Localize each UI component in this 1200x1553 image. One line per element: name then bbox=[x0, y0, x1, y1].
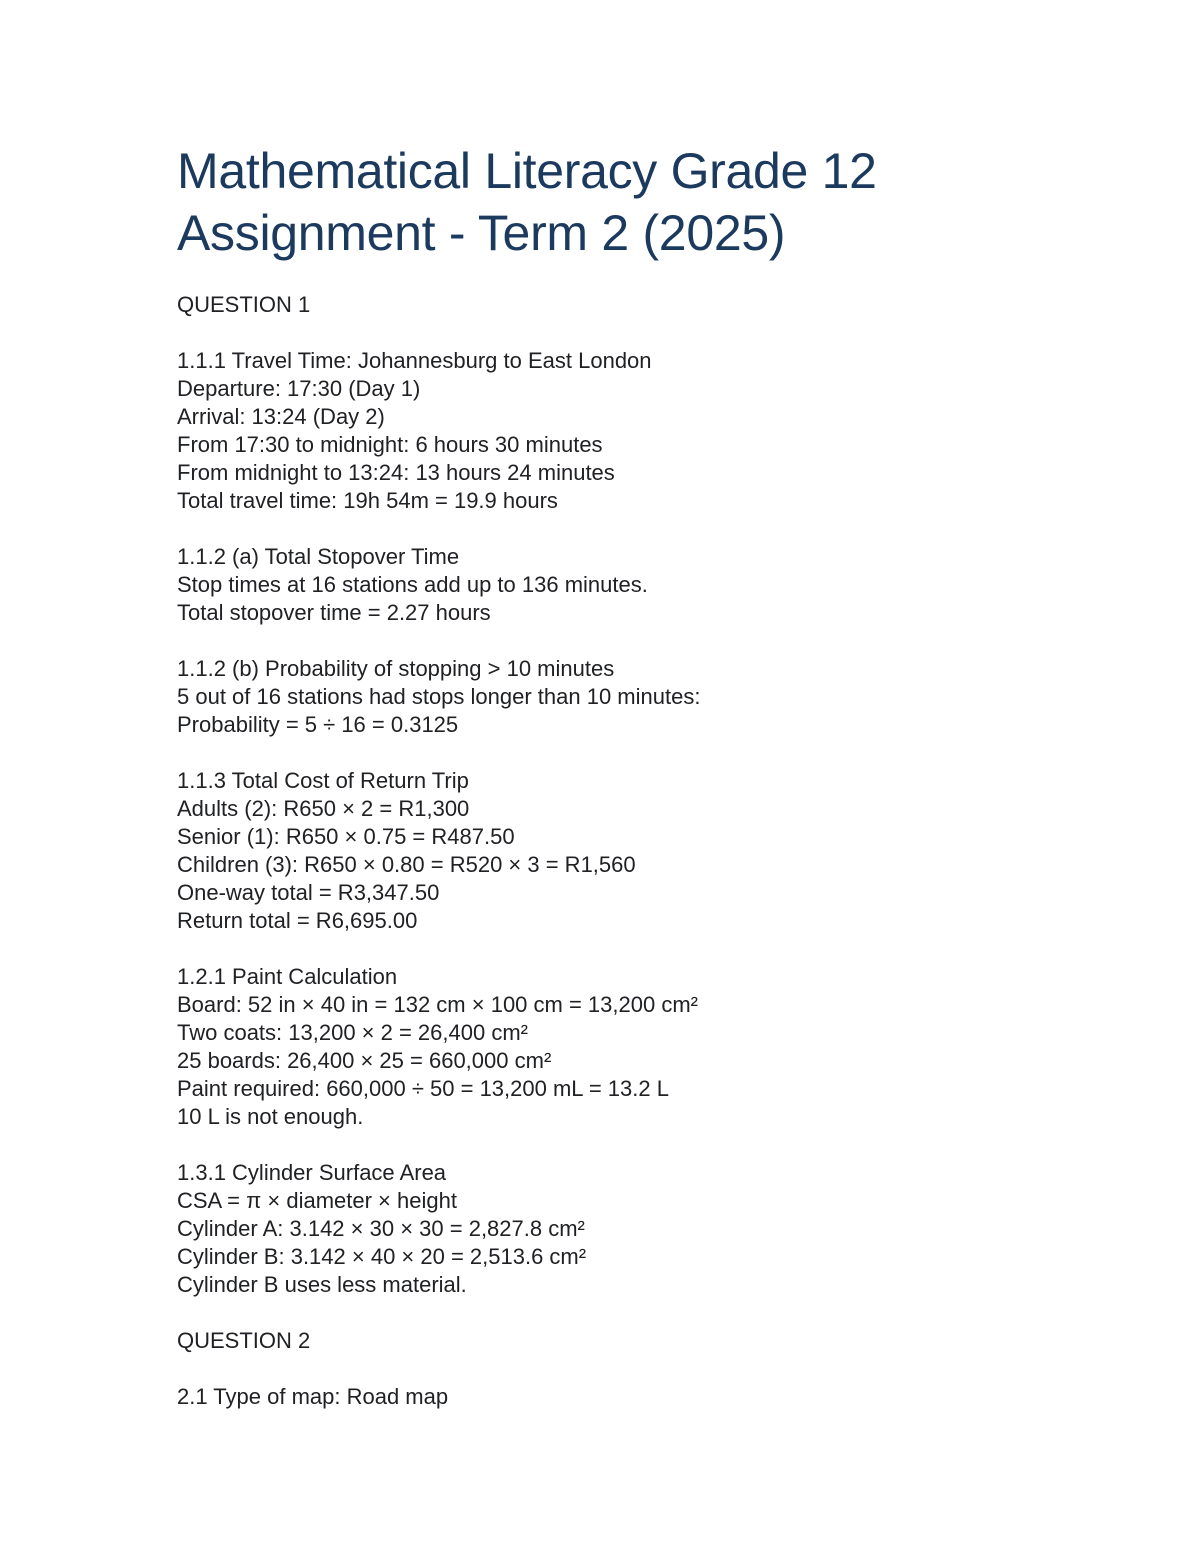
section-heading: 1.1.2 (b) Probability of stopping > 10 minutes bbox=[177, 656, 615, 681]
answer-line: Return total = R6,695.00 bbox=[177, 908, 418, 933]
section-heading: 1.1.2 (a) Total Stopover Time bbox=[177, 544, 460, 569]
answer-section bbox=[177, 963, 1137, 1131]
answer-line: Adults (2): R650 × 2 = R1,300 bbox=[177, 796, 470, 821]
answer-line: From 17:30 to midnight: 6 hours 30 minutes bbox=[177, 432, 603, 457]
answer-line: Senior (1): R650 × 0.75 = R487.50 bbox=[177, 824, 515, 849]
question-1-heading: QUESTION 1 bbox=[177, 292, 311, 317]
answer-line: Total travel time: 19h 54m = 19.9 hours bbox=[177, 488, 558, 513]
section-heading: 1.1.3 Total Cost of Return Trip bbox=[177, 768, 469, 793]
answer-line: Total stopover time = 2.27 hours bbox=[177, 600, 491, 625]
title-line-1: Mathematical Literacy Grade 12 bbox=[177, 143, 877, 199]
answer-section bbox=[177, 1159, 1137, 1299]
question-2-body bbox=[177, 1383, 1137, 1411]
answer-line: Children (3): R650 × 0.80 = R520 × 3 = R1,560 bbox=[177, 852, 636, 877]
answer-line: Departure: 17:30 (Day 1) bbox=[177, 376, 421, 401]
section-heading: 1.1.1 Travel Time: Johannesburg to East London bbox=[177, 348, 652, 373]
question-2-heading: QUESTION 2 bbox=[177, 1328, 311, 1353]
answer-line: 10 L is not enough. bbox=[177, 1104, 364, 1129]
section-heading: 2.1 Type of map: Road map bbox=[177, 1384, 449, 1409]
document-page bbox=[177, 140, 1137, 1411]
answer-section bbox=[177, 1383, 1137, 1411]
answer-line: Board: 52 in × 40 in = 132 cm × 100 cm = 13,200 cm² bbox=[177, 992, 698, 1017]
answer-line: 25 boards: 26,400 × 25 = 660,000 cm² bbox=[177, 1048, 552, 1073]
answer-line: Probability = 5 ÷ 16 = 0.3125 bbox=[177, 712, 459, 737]
answer-line: Two coats: 13,200 × 2 = 26,400 cm² bbox=[177, 1020, 528, 1045]
answer-line: Cylinder B: 3.142 × 40 × 20 = 2,513.6 cm² bbox=[177, 1244, 587, 1269]
document-title bbox=[177, 140, 1137, 264]
answer-line: Arrival: 13:24 (Day 2) bbox=[177, 404, 385, 429]
answer-line: Cylinder A: 3.142 × 30 × 30 = 2,827.8 cm² bbox=[177, 1216, 585, 1241]
answer-section bbox=[177, 767, 1137, 935]
title-line-2: Assignment - Term 2 (2025) bbox=[177, 205, 786, 261]
answer-line: CSA = π × diameter × height bbox=[177, 1188, 457, 1213]
answer-line: 5 out of 16 stations had stops longer than 10 minutes: bbox=[177, 684, 701, 709]
answer-line: Stop times at 16 stations add up to 136 minutes. bbox=[177, 572, 648, 597]
answer-line: Paint required: 660,000 ÷ 50 = 13,200 mL = 13.2 L bbox=[177, 1076, 669, 1101]
answer-line: One-way total = R3,347.50 bbox=[177, 880, 440, 905]
answer-section bbox=[177, 655, 1137, 739]
answer-line: Cylinder B uses less material. bbox=[177, 1272, 467, 1297]
section-heading: 1.2.1 Paint Calculation bbox=[177, 964, 398, 989]
section-heading: 1.3.1 Cylinder Surface Area bbox=[177, 1160, 447, 1185]
answer-section bbox=[177, 347, 1137, 515]
answer-line: From midnight to 13:24: 13 hours 24 minutes bbox=[177, 460, 615, 485]
question-1-body bbox=[177, 347, 1137, 1299]
answer-section bbox=[177, 543, 1137, 627]
